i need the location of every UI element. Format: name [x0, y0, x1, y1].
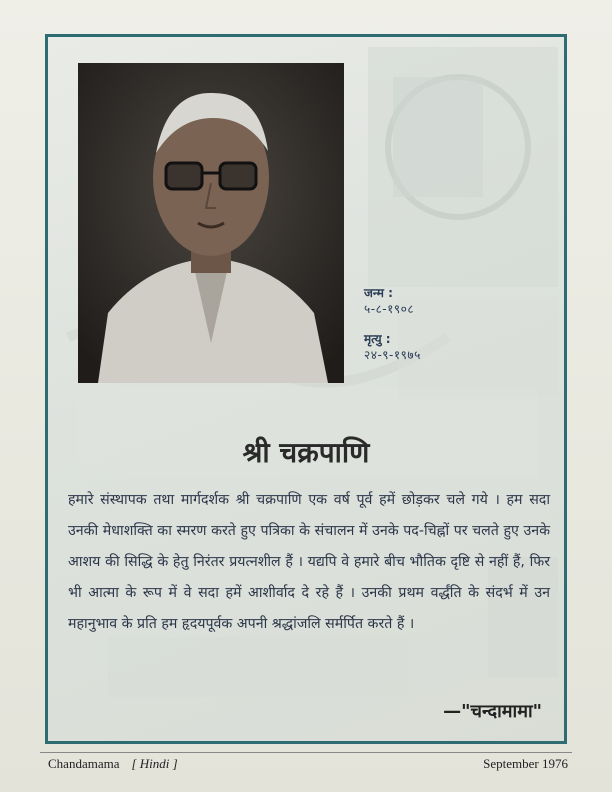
magazine-name: Chandamama: [48, 756, 120, 771]
tribute-frame: [45, 34, 567, 744]
death-date: २४-९-१९७५: [364, 348, 421, 362]
death-label: मृत्यु :: [364, 332, 391, 346]
issue-date: September 1976: [483, 756, 568, 771]
tribute-paragraph: हमारे संस्थापक तथा मार्गदर्शक श्री चक्रपाणि एक वर्ष पूर्व हमें छोड़कर चले गये । हम सदा उनकी मेधाशक्ति का स्मरण करते हुए पत्रिका के संचालन में उनके पद-चिह्नों पर चलते हुए उनके आशय की सिद्धि के हेतु निरंतर प्रयत्नशील हैं । यद्यपि वे हमारे बीच भौतिक दृष्टि से नहीं हैं, फिर भी आत्मा के रूप में वे सदा हमें आशीर्वाद दे रहे हैं । उनकी प्रथम वर्द्धंति के संदर्भ में उन महानुभाव के प्रति हम हृदयपूर्वक अपनी श्रद्धांजलि सर्मर्पित करते हैं ।: [68, 492, 550, 632]
signature: —"चन्दामामा": [443, 701, 542, 722]
edition-language: [ Hindi ]: [131, 756, 178, 771]
birth-label: जन्म :: [364, 286, 393, 300]
life-dates: [364, 285, 504, 377]
portrait-photo: [78, 63, 344, 383]
birth-date: ५-८-१९०८: [364, 302, 415, 316]
footer-left: [48, 756, 178, 772]
footer-divider: [40, 752, 572, 753]
page-title: श्री चक्रपाणि: [242, 436, 370, 469]
page-footer: [48, 756, 568, 774]
